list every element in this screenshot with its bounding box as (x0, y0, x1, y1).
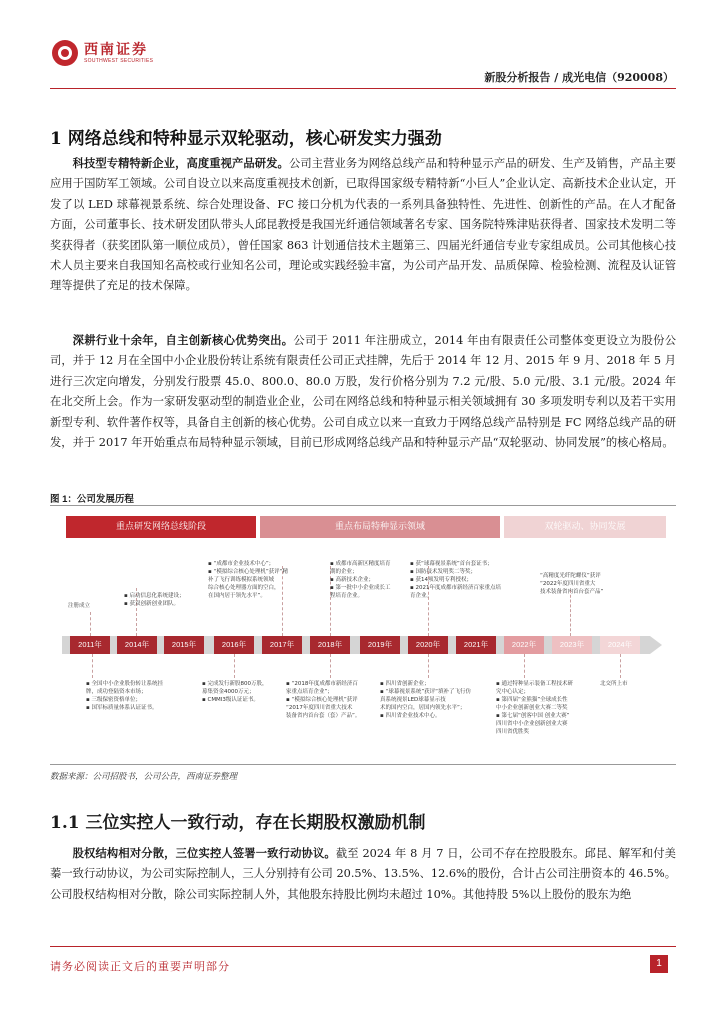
event-line: 四川省优胜奖 (496, 729, 530, 735)
event-above (124, 592, 184, 608)
event-line: 注册成立 (68, 603, 91, 609)
event-below (86, 680, 163, 712)
event-line: 募集资金4000万元； (202, 689, 255, 695)
event-below (286, 680, 360, 720)
event-line: “高精度光纤陀螺仪”获评 (540, 573, 601, 579)
footer-disclaimer: 请务必阅读正文后的重要声明部分 (50, 960, 230, 973)
event-line: ▪ 国防技术发明奖二等奖； (410, 569, 476, 575)
paragraph-2 (50, 330, 676, 453)
figure-divider-top (50, 505, 676, 506)
year-marker: 2020年 (408, 636, 448, 654)
figure-title: 图 1：公司发展历程 (50, 494, 134, 505)
connector (570, 590, 571, 636)
paragraph-1 (50, 153, 676, 297)
year-marker: 2011年 (70, 636, 110, 654)
event-line: “2017年度四川省重大技术 (286, 705, 353, 711)
event-line: 北交所上市 (600, 681, 628, 687)
event-line: 真系统视景LED球幕显示技 (380, 697, 446, 703)
connector (428, 654, 429, 678)
event-line: “2022年度四川省重大 (540, 581, 596, 587)
connector (234, 654, 235, 678)
event-line: ▪ 全国中小企业股份转让系统挂 (86, 681, 163, 687)
event-line: 装备省内首台套（套）产品”。 (286, 713, 361, 719)
event-line: ▪ “模拟综合核心处理机”获评 (286, 697, 358, 703)
year-marker: 2021年 (456, 636, 496, 654)
event-line: 四川省中小企业创新创业大赛 (496, 721, 568, 727)
event-line: ▪ 四川省企业技术中心。 (380, 713, 441, 719)
event-line: ▪ “球幕视景系统”获评“填补了飞行仿 (380, 689, 472, 695)
event-line: 补了飞行训练模拟系统领域 (208, 577, 275, 583)
company-logo (52, 40, 153, 66)
event-line: 家重点培育企业”； (286, 689, 333, 695)
year-marker: 2022年 (504, 636, 544, 654)
event-below (380, 680, 471, 720)
event-line: ▪ 通过特种显示装备工程技术研 (496, 681, 573, 687)
connector (90, 612, 91, 636)
event-line: ▪ 完成发行新股800万股， (202, 681, 268, 687)
report-tag: 新股分析报告 / 成光电信（920008） (484, 71, 674, 84)
event-line: 育企业。 (410, 593, 433, 599)
event-above (330, 560, 390, 600)
event-below (202, 680, 267, 704)
event-line: 技术装备省内首台套产品” (540, 589, 604, 595)
connector (620, 654, 621, 678)
event-line: ▪ 启动信息化系统建设； (124, 593, 185, 599)
figure-source: 数据来源：公司招股书，公司公告，西南证券整理 (50, 772, 238, 782)
phase-3: 双轮驱动、协同发展 (504, 516, 666, 538)
paragraph-lead: 深耕行业十余年，自主创新核心优势突出。 (72, 333, 294, 347)
event-line: 程培育企业。 (330, 593, 364, 599)
year-marker: 2023年 (552, 636, 592, 654)
event-line: 在国内居于领先水平”。 (208, 593, 266, 599)
paragraph-body: 公司主营业务为网络总线产品和特种显示产品的研发、生产及销售，产品主要应用于国防军工领域。公司自设立以来高度重视技术创新，已取得国家级专精特新“小巨人”企业认定、高新技术企业认定，开发了以 LED 球幕视景系统、综合处理设备、FC 接口分机为代表的一系列具备独特性、先进性、创新性的产品。在人才配备方面，公司董事长、技术研发团队带头人邱昆教授是我国光纤通信领域著名专家、国务院特殊津贴获得者、国家技术发明二等奖获得者（获奖团队第一顺位成员），曾任国家 863 计划通信技术主题第三、四届光纤通信专业专家组成员。公司其他核心技术人员主要来自我国知名高校或行业知名公司，理论或实践经验丰富，为公司产品开发、品质保障、检验检测、流程及认证管理等提供了充足的技术保障。 (50, 157, 676, 293)
event-line: ▪ 第一批中小企业成长工 (330, 585, 391, 591)
event-line: 综合核心处理器方面的空白， (208, 585, 280, 591)
event-above (410, 560, 501, 600)
event-line: 期的企业； (330, 569, 358, 575)
event-line: ▪ 国军标质量体系认证证书。 (86, 705, 158, 711)
paragraph-3 (50, 843, 676, 905)
year-marker: 2014年 (117, 636, 157, 654)
year-marker: 2017年 (262, 636, 302, 654)
event-line: ▪ 获双创新创业团队。 (124, 601, 179, 607)
event-line: ▪ 第七届“创客中国 创业大赛” (496, 713, 570, 719)
event-line: 究中心认定； (496, 689, 530, 695)
development-timeline (50, 510, 676, 762)
logo-icon (52, 40, 78, 66)
event-line: ▪ 第四届“金熊猫”全球成长性 (496, 697, 568, 703)
event-above (208, 560, 288, 600)
event-line: ▪ 成都市高新区精度培育 (330, 561, 391, 567)
connector (524, 654, 525, 678)
paragraph-body: 截至 2024 年 8 月 7 日，公司不存在控股股东。邱昆、解军和付美蓁一致行动协议，为公司实际控制人，三人分别持有公司 20.5%、13.5%、12.6%的股份，合计占公司注册资本的 46.5%。公司股权结构相对分散，除公司实际控制人外，其他股东持股比例均未超过 10%。其他持股 5%以上股份的股东为绝 (50, 847, 676, 901)
header-divider (50, 88, 676, 89)
year-marker: 2019年 (360, 636, 400, 654)
event-line: 牌，成功登陆资本市场； (86, 689, 147, 695)
page-number: 1 (650, 955, 668, 973)
event-line: 术的国内空白，居国内领先水平”； (380, 705, 466, 711)
paragraph-lead: 科技型专精特新企业，高度重视产品研发。 (72, 156, 289, 170)
event-line: 中小企业创新创业大赛二等奖 (496, 705, 568, 711)
event-line: ▪ “模拟综合核心处理机”获评“精 (208, 569, 289, 575)
event-below (496, 680, 573, 736)
event-line: ▪ 四川省创新企业； (380, 681, 430, 687)
year-marker: 2016年 (214, 636, 254, 654)
event-line: ▪ “2018年度成都市新经济百 (286, 681, 358, 687)
connector (92, 654, 93, 678)
year-marker: 2018年 (310, 636, 350, 654)
event-below (600, 680, 628, 688)
event-line: ▪ “成都市企业技术中心”； (208, 561, 275, 567)
phase-1: 重点研发网络总线阶段 (66, 516, 256, 538)
page-header (0, 0, 724, 90)
event-above (540, 572, 603, 596)
paragraph-lead: 股权结构相对分散，三位实控人签署一致行动协议。 (72, 846, 336, 860)
footer-divider (50, 946, 676, 947)
year-marker: 2024年 (600, 636, 640, 654)
figure-divider-bottom (50, 764, 676, 765)
event-line: ▪ 获14项发明专利授权； (410, 577, 472, 583)
event-line: ▪ 三级保密资格单位； (86, 697, 141, 703)
section-title: 1 网络总线和特种显示双轮驱动，核心研发实力强劲 (50, 129, 442, 149)
logo-name-cn: 西南证券 (84, 41, 148, 58)
connector (330, 654, 331, 678)
paragraph-body: 公司于 2011 年注册成立，2014 年由有限责任公司整体变更设立为股份公司，并于 12 月在全国中小企业股份转让系统有限责任公司正式挂牌，先后于 2014 年 12 月、2015 年 9 月、2018 年 5 月进行三次定向增发，分别发行股票 45.0、800.0、80.0 万股，发行价格分别为 7.2 元/股、5.0 元/股、3.1 元/股。2024 年在北交所上会。作为一家研发驱动型的制造业企业，公司在网络总线和特种显示相关领域拥有 30 多项发明专利以及若干实用新型专利、软件著作权等，具备自主创新的核心优势。公司自成立以来一直致力于网络总线产品特别是 FC 网络总线产品的研发，并于 2017 年开始重点布局特种显示领域，目前已形成网络总线产品和特种显示产品“双轮驱动、协同发展”的核心格局。 (50, 334, 676, 450)
phase-2: 重点布局特种显示领域 (260, 516, 500, 538)
event-line: ▪ 2021年度成都市新经济百家重点培 (410, 585, 501, 591)
event-above (68, 602, 90, 610)
event-line: ▪ 获“球幕视景系统”首台套证书； (410, 561, 493, 567)
event-line: ▪ 高新技术企业； (330, 577, 374, 583)
event-line: ▪ CMMI3级认证证书。 (202, 697, 259, 703)
subsection-title: 1.1 三位实控人一致行动，存在长期股权激励机制 (50, 813, 426, 833)
year-marker: 2015年 (164, 636, 204, 654)
logo-name-en: SOUTHWEST SECURITIES (84, 57, 154, 64)
